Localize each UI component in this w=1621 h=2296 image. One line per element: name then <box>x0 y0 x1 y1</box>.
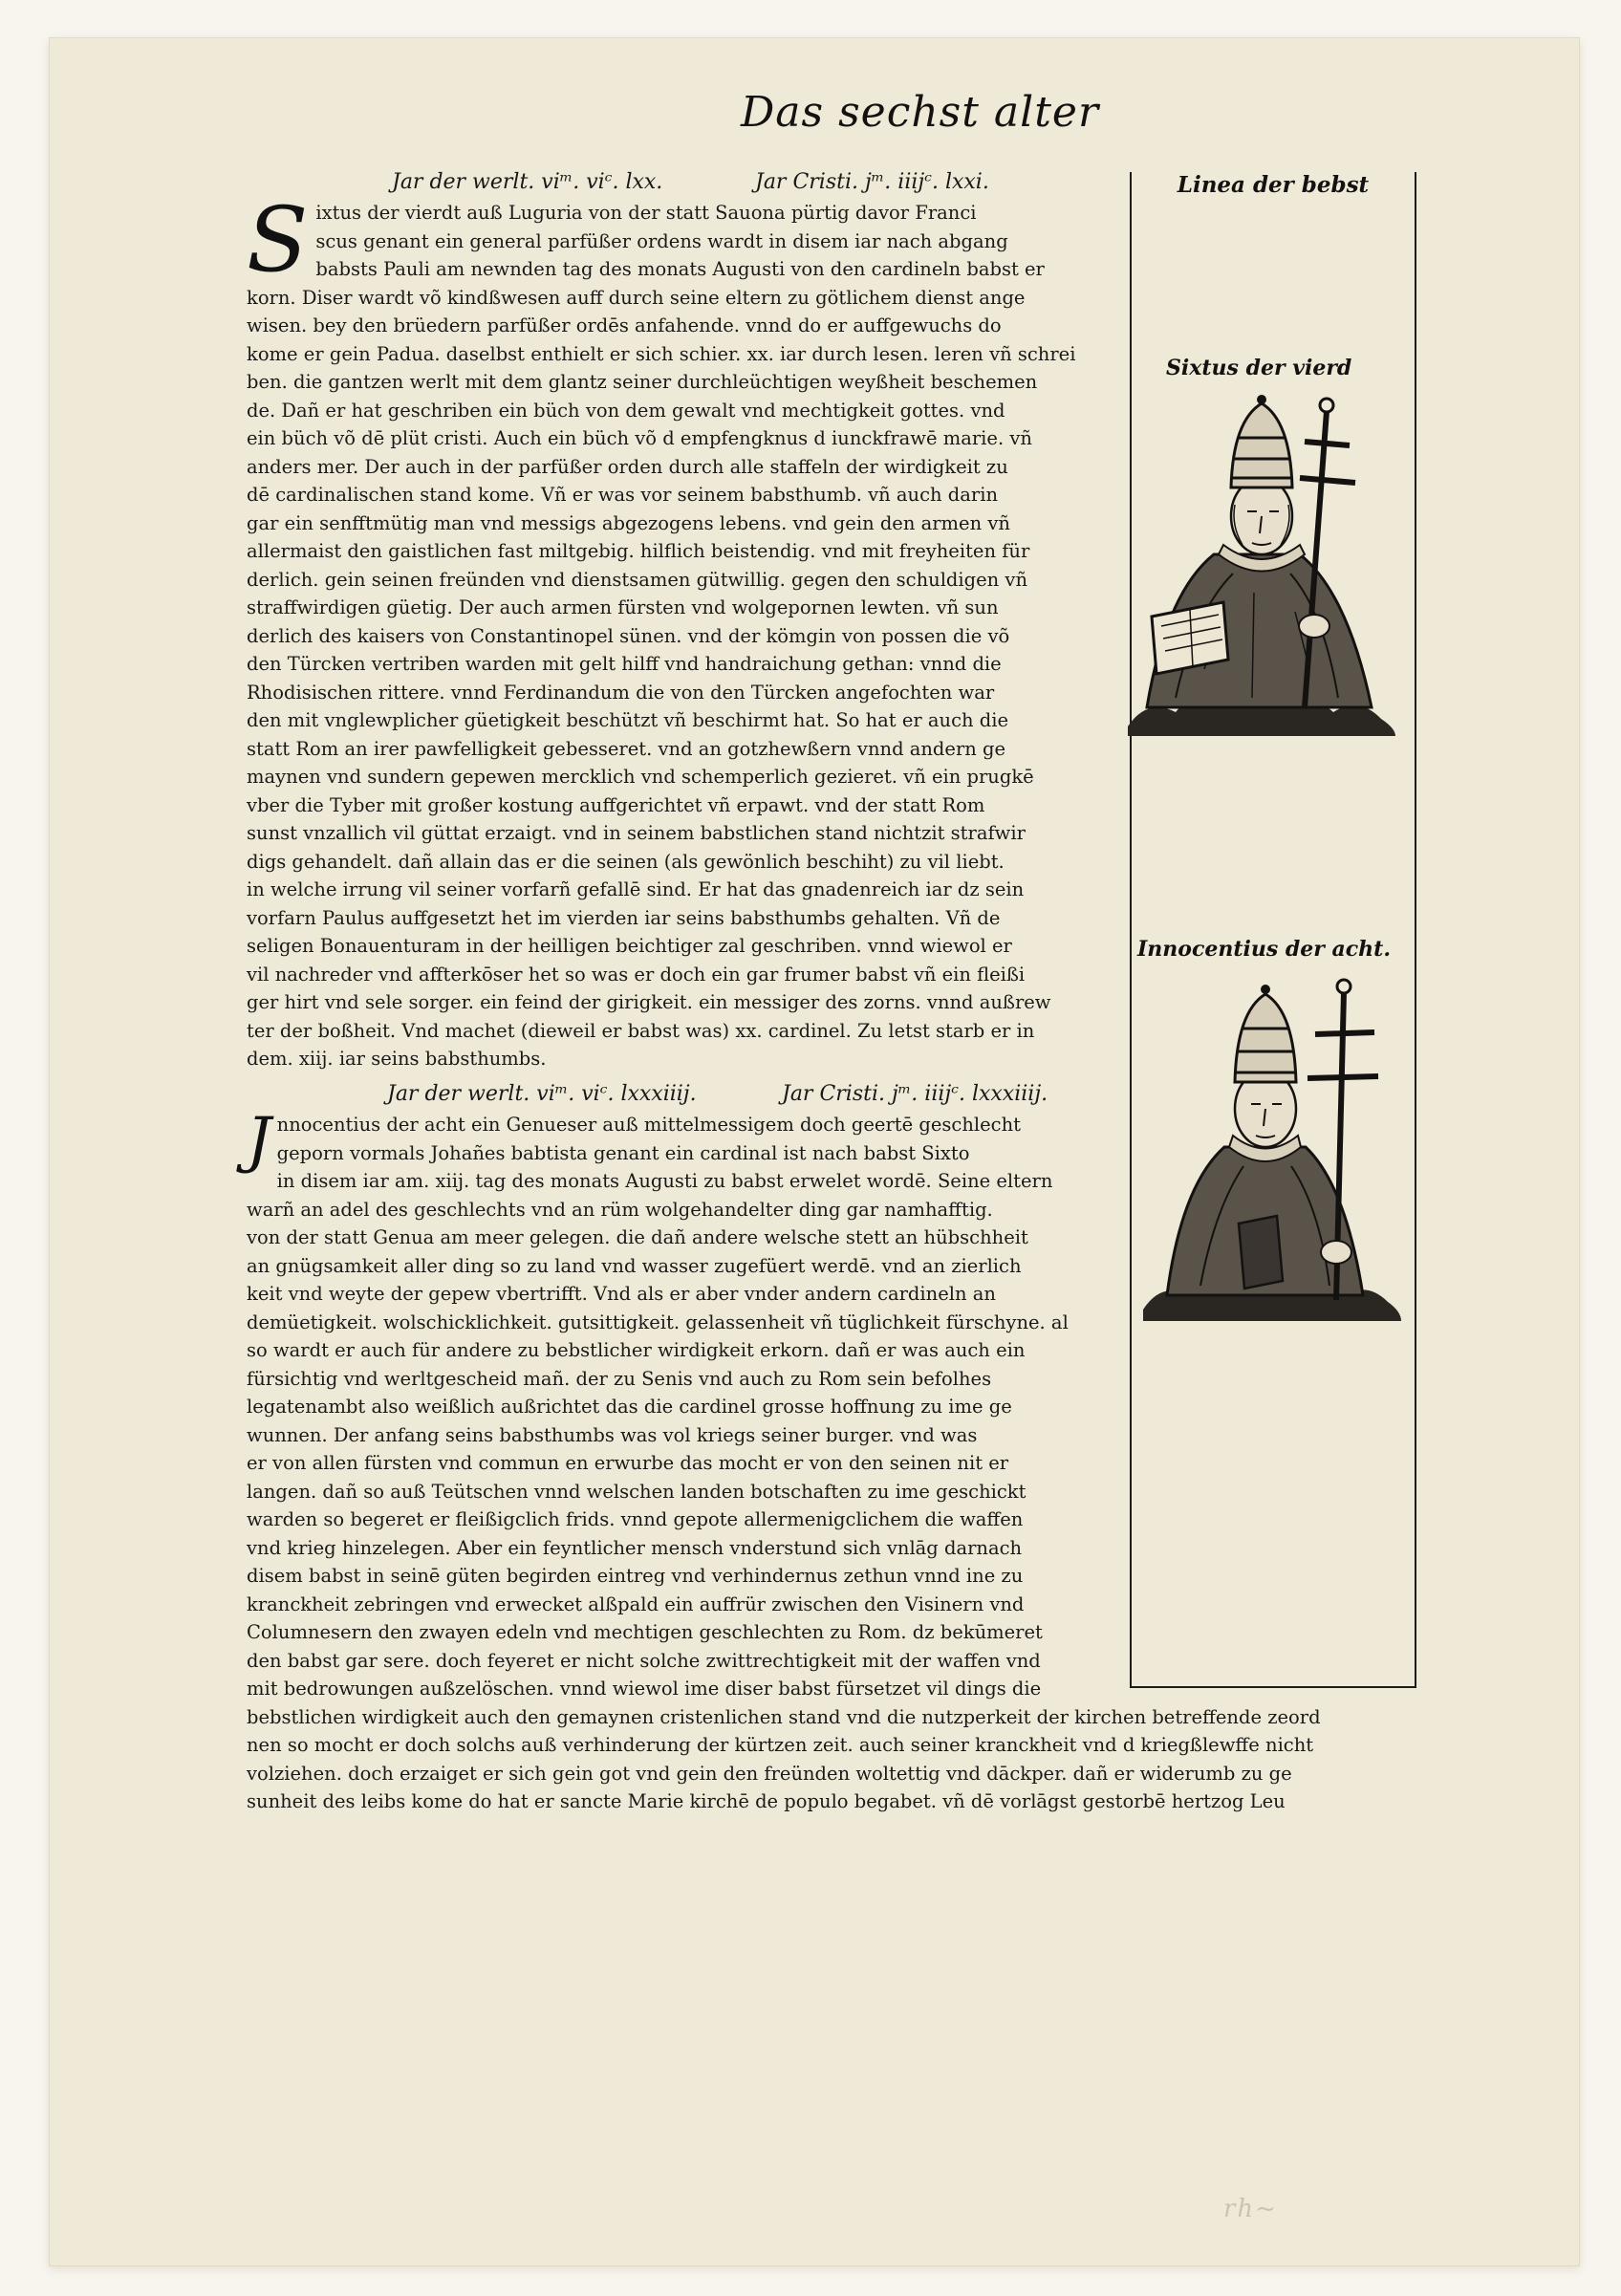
year-christ-1: Jar Cristi. jᵐ. iiijᶜ. lxxi. <box>755 170 989 194</box>
sixtus-text-line: Rhodisischen rittere. vnnd Ferdinandum die von den Türcken angefochten war <box>247 681 995 704</box>
innocentius-text-line: nen so mocht er doch solchs auß verhinderung der kürtzen zeit. auch seiner kranckheit vnd d kriegßlewffe nicht <box>247 1734 1314 1756</box>
sidebar-title: Linea der bebst <box>1177 172 1370 198</box>
page-heading: Das sechst alter <box>741 88 1099 137</box>
sixtus-text-line: derlich. gein seinen freünden vnd dienstsamen gütwillig. gegen den schuldigen vñ <box>247 568 1028 591</box>
innocentius-text-line: von der statt Genua am meer gelegen. die dañ andere welsche stett an hübschheit <box>247 1226 1028 1248</box>
sixtus-text-line: dē cardinalischen stand kome. Vñ er was vor seinem babsthumb. vñ auch darin <box>247 484 998 506</box>
sixtus-portrait-woodcut <box>1109 382 1415 738</box>
sixtus-text-line: vorfarn Paulus auffgesetzt het im vierden iar seins babsthumbs gehalten. Vñ de <box>247 906 1001 929</box>
sixtus-text-line: ter der boßheit. Vnd machet (dieweil er babst was) xx. cardinel. Zu letst starb er in <box>247 1019 1035 1042</box>
innocentius-text-line: Columnesern den zwayen edeln vnd mechtigen geschlechten zu Rom. dz bekūmeret <box>247 1621 1043 1643</box>
innocentius-text-line: bebstlichen wirdigkeit auch den gemaynen cristenlichen stand vnd die nutzperkeit der kirchen betreffende zeord <box>247 1705 1321 1728</box>
sixtus-text-line: vber die Tyber mit großer kostung auffgerichtet vñ erpawt. vnd der statt Rom <box>247 793 985 816</box>
innocentius-text-line: in disem iar am. xiij. tag des monats Augusti zu babst erwelet wordē. Seine eltern <box>276 1170 1053 1192</box>
entry-innocentius-text <box>247 1105 1321 1816</box>
innocentius-text-line: nnocentius der acht ein Genueser auß mittelmessigem doch geertē geschlecht <box>276 1114 1021 1136</box>
sixtus-text-line: in welche irrung vil seiner vorfarñ gefallē sind. Er hat das gnadenreich iar dz sein <box>247 878 1025 900</box>
innocentius-text-line: keit vnd weyte der gepew vbertrifft. Vnd als er aber vnder andern cardineln an <box>247 1283 996 1305</box>
innocentius-text-line: legatenambt also weißlich außrichtet das die cardinel grosse hoffnung zu ime ge <box>247 1396 1012 1418</box>
sixtus-text-line: korn. Diser wardt võ kindßwesen auff durch seine eltern zu götlichem dienst ange <box>247 286 1026 309</box>
innocentius-portrait-woodcut <box>1124 965 1407 1327</box>
innocentius-text-line: warden so begeret er fleißigclich frids. vnnd gepote allermenigclichem die waffen <box>247 1508 1024 1530</box>
sixtus-text-line: wisen. bey den brüedern parfüßer ordēs anfahende. vnnd do er auffgewuchs do <box>247 314 1002 336</box>
innocentius-text-line: an gnügsamkeit aller ding so zu land vnd wasser zugefüert werdē. vnd an zierlich <box>247 1254 1022 1277</box>
entry-sixtus-text <box>247 188 1116 1073</box>
sixtus-text-line: statt Rom an irer pawfelligkeit gebesseret. vnd an gotzhewßern vnnd andern ge <box>247 737 1006 760</box>
sixtus-text-line: ein büch võ dē plüt cristi. Auch ein büch võ d empfengknus d iunckfrawē marie. vñ <box>247 427 1032 449</box>
sixtus-text-line: straffwirdigen güetig. Der auch armen fürsten vnd wolgepornen lewten. vñ sun <box>247 596 999 618</box>
sixtus-text-line: babsts Pauli am newnden tag des monats Augusti von den cardineln babst er <box>315 258 1045 280</box>
pencil-annotation: rh~ <box>1223 2195 1278 2223</box>
dropcap-j: J <box>247 1105 271 1176</box>
portrait-label-sixtus: Sixtus der vierd <box>1166 356 1352 380</box>
sixtus-text-line: vil nachreder vnd affterkōser het so was er doch ein gar frumer babst vñ ein fleißi <box>247 963 1026 986</box>
sixtus-text-line: sunst vnzallich vil güttat erzaigt. vnd in seinem babstlichen stand nichtzit strafwir <box>247 822 1026 844</box>
innocentius-text-line: er von allen fürsten vnd commun en erwurbe das mocht er von den seinen nit er <box>247 1452 1009 1474</box>
sixtus-text-line: ben. die gantzen werlt mit dem glantz seiner durchleüchtigen weyßheit beschemen <box>247 371 1038 393</box>
innocentius-text-line: so wardt er auch für andere zu bebstlicher wirdigkeit erkorn. dañ er was auch ein <box>247 1339 1026 1361</box>
sixtus-text-line: dem. xiij. iar seins babsthumbs. <box>247 1048 547 1070</box>
sixtus-text-line: den Türcken vertriben warden mit gelt hilff vnd handraichung gethan: vnnd die <box>247 653 1002 675</box>
dropcap-s: S <box>247 188 309 292</box>
innocentius-text-line: volziehen. doch erzaiget er sich gein got vnd gein den freünden woltettig vnd dāckper. dañ er widerumb zu ge <box>247 1762 1292 1785</box>
innocentius-text-line: warñ an adel des geschlechts vnd an rüm wolgehandelter ding gar namhafftig. <box>247 1198 993 1221</box>
sixtus-text-line: kome er gein Padua. daselbst enthielt er sich schier. xx. iar durch lesen. leren vñ schrei <box>247 342 1076 365</box>
sixtus-text-line: derlich des kaisers von Constantinopel sünen. vnd der kömgin von possen die võ <box>247 624 1010 647</box>
sixtus-text-line: den mit vnglewplicher güetigkeit beschützt vñ beschirmt hat. So hat er auch die <box>247 709 1009 731</box>
innocentius-text-line: kranckheit zebringen vnd erwecket alßpald ein auffrür zwischen den Visinern vnd <box>247 1592 1025 1615</box>
sixtus-text-line: anders mer. Der auch in der parfüßer orden durch alle staffeln der wirdigkeit zu <box>247 455 1008 478</box>
innocentius-text-line: demüetigkeit. wolschicklichkeit. gutsittigkeit. gelassenheit vñ tüglichkeit fürschyne. al <box>247 1310 1069 1333</box>
innocentius-text-line: geporn vormals Johañes babtista genant ein cardinal ist nach babst Sixto <box>276 1141 970 1164</box>
year-christ-2: Jar Cristi. jᵐ. iiijᶜ. lxxxiiij. <box>782 1082 1048 1106</box>
sixtus-text-line: scus genant ein general parfüßer ordens wardt in disem iar nach abgang <box>315 229 1008 252</box>
innocentius-text-line: sunheit des leibs kome do hat er sancte Marie kirchē de populo begabet. vñ dē vorlāgst gestorbē hertzog Leu <box>247 1790 1286 1812</box>
year-world-1: Jar der werlt. viᵐ. viᶜ. lxx. <box>392 170 663 194</box>
innocentius-text-line: vnd krieg hinzelegen. Aber ein feyntlicher mensch vnderstund sich vnlāg darnach <box>247 1536 1023 1559</box>
innocentius-text-line: mit bedrowungen außzelöschen. vnnd wiewol ime diser babst fürsetzet vil dings die <box>247 1678 1042 1700</box>
sixtus-text-line: ixtus der vierdt auß Luguria von der statt Sauona pürtig davor Franci <box>315 202 977 224</box>
innocentius-text-line: wunnen. Der anfang seins babsthumbs was vol kriegs seiner burger. vnd was <box>247 1423 978 1446</box>
sixtus-text-line: seligen Bonauenturam in der heilligen beichtiger zal geschriben. vnnd wiewol er <box>247 935 1012 957</box>
innocentius-text-line: langen. dañ so auß Teütschen vnnd welschen landen botschaften zu ime geschickt <box>247 1480 1027 1503</box>
sixtus-text-line: gar ein senfftmütig man vnd messigs abgezogens lebens. vnd gein den armen vñ <box>247 511 1010 534</box>
innocentius-text-line: fürsichtig vnd werltgescheid mañ. der zu Senis vnd auch zu Rom sein befolhes <box>247 1367 992 1390</box>
innocentius-text-line: disem babst in seinē güten begirden eintreg vnd verhindernus zethun vnnd ine zu <box>247 1565 1024 1587</box>
portrait-label-innocentius: Innocentius der acht. <box>1137 937 1391 962</box>
sixtus-text-line: maynen vnd sundern gepewen mercklich vnd schemperlich gezieret. vñ ein prugkē <box>247 766 1034 788</box>
sixtus-text-line: digs gehandelt. dañ allain das er die seinen (als gewönlich beschiht) zu vil liebt. <box>247 850 1005 873</box>
innocentius-text-line: den babst gar sere. doch feyeret er nicht solche zwittrechtigkeit mit der waffen vnd <box>247 1649 1041 1672</box>
sixtus-text-line: allermaist den gaistlichen fast miltgebig. hilflich beistendig. vnd mit freyheiten für <box>247 540 1030 562</box>
sixtus-text-line: ger hirt vnd sele sorger. ein feind der girigkeit. ein messiger des zorns. vnnd außrew <box>247 991 1051 1013</box>
year-world-2: Jar der werlt. viᵐ. viᶜ. lxxxiiij. <box>387 1082 697 1106</box>
sixtus-text-line: de. Dañ er hat geschriben ein büch von dem gewalt vnd mechtigkeit gottes. vnd <box>247 399 1005 422</box>
